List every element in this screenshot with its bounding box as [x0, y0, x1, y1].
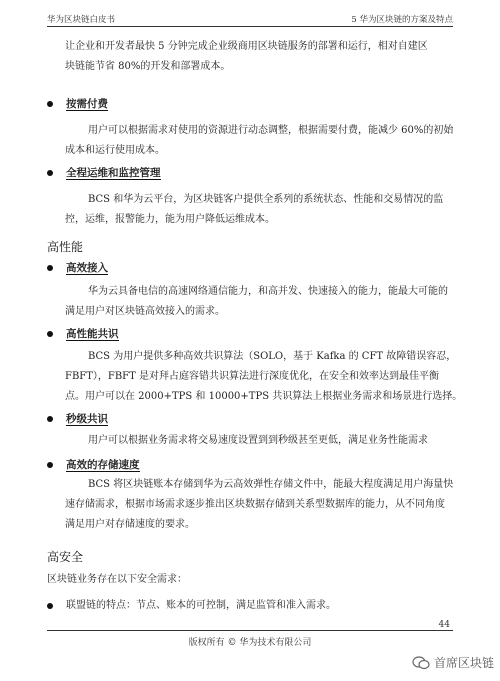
wechat-icon: [412, 656, 430, 670]
bullet-icon: [47, 603, 53, 609]
pay-line-2: 成本和运行使用成本。: [65, 145, 165, 156]
header-doc-title: 华为区块链白皮书: [47, 15, 116, 25]
alliance-line: 联盟链的特点：节点、账本的可控制，满足监管和准入需求。: [66, 600, 336, 611]
ops-line-2: 控，运维，报警能力，能为用户降低运维成本。: [65, 214, 275, 225]
header-chapter-title: 5 华为区块链的方案及特点: [351, 15, 453, 25]
section-title-security: 高安全: [47, 550, 84, 564]
second-line-1: 用户可以根据业务需求将交易速度设置到到秒级甚至更低，满足业务性能需求: [88, 435, 428, 446]
bullet-icon: [47, 462, 53, 468]
section-title-performance: 高性能: [47, 240, 84, 254]
header-rule: [47, 26, 453, 27]
security-intro: 区块链业务存在以下安全需求：: [47, 574, 187, 585]
storage-line-3: 满足用户对存储速度的要求。: [65, 519, 195, 530]
intro-line-1: 让企业和开发者最快 5 分钟完成企业级商用区块链服务的部署和运行，相对自建区: [65, 41, 428, 52]
pay-line-1: 用户可以根据需求对使用的资源进行动态调整，根据需要付费，能减少 60%的初始: [88, 125, 454, 136]
bullet-icon: [47, 416, 53, 422]
ops-line-1: BCS 和华为云平台，为区块链客户提供全系列的系统状态、性能和交易情况的监: [88, 194, 444, 205]
bullet-title-ops: 全程运维和监控管理: [66, 167, 161, 179]
bullet-title-consensus: 高性能共识: [66, 328, 119, 340]
watermark-text: 首席区块链: [433, 656, 494, 670]
bullet-title-second: 秒级共识: [66, 413, 108, 425]
footer-copyright: 版权所有 © 华为技术有限公司: [188, 638, 312, 648]
bullet-icon: [47, 101, 53, 107]
consensus-line-1: BCS 为用户提供多种高效共识算法（SOLO，基于 Kafka 的 CFT 故障错误容忍，: [88, 351, 457, 362]
page-number: 44: [438, 620, 450, 630]
bullet-icon: [47, 331, 53, 337]
intro-line-2: 块链能节省 80%的开发和部署成本。: [65, 61, 231, 72]
bullet-icon: [47, 170, 53, 176]
bullet-title-pay: 按需付费: [66, 98, 108, 110]
watermark: [412, 654, 494, 671]
storage-line-1: BCS 将区块链账本存储到华为云高效弹性存储文件中，能最大程度满足用户海量快: [88, 479, 454, 490]
footer-rule: [47, 630, 453, 631]
storage-line-2: 速存储需求，根据市场需求逐步推出区块数据存储到关系型数据库的能力，从不同角度: [65, 499, 445, 510]
access-line-1: 华为云具备电信的高速网络通信能力，和高并发、快速接入的能力，能最大可能的: [88, 286, 448, 297]
consensus-line-2: FBFT），FBFT 是对拜占庭容错共识算法进行深度优化，在安全和效率达到最佳平衡: [65, 371, 439, 382]
access-line-2: 满足用户对区块链高效接入的需求。: [65, 306, 225, 317]
bullet-title-access: 高效接入: [66, 262, 108, 274]
bullet-icon: [47, 265, 53, 271]
bullet-title-storage: 高效的存储速度: [66, 459, 140, 471]
consensus-line-3: 点。用户可以在 2000+TPS 和 10000+TPS 共识算法上根据业务需求和场景进行选择。: [65, 391, 463, 402]
